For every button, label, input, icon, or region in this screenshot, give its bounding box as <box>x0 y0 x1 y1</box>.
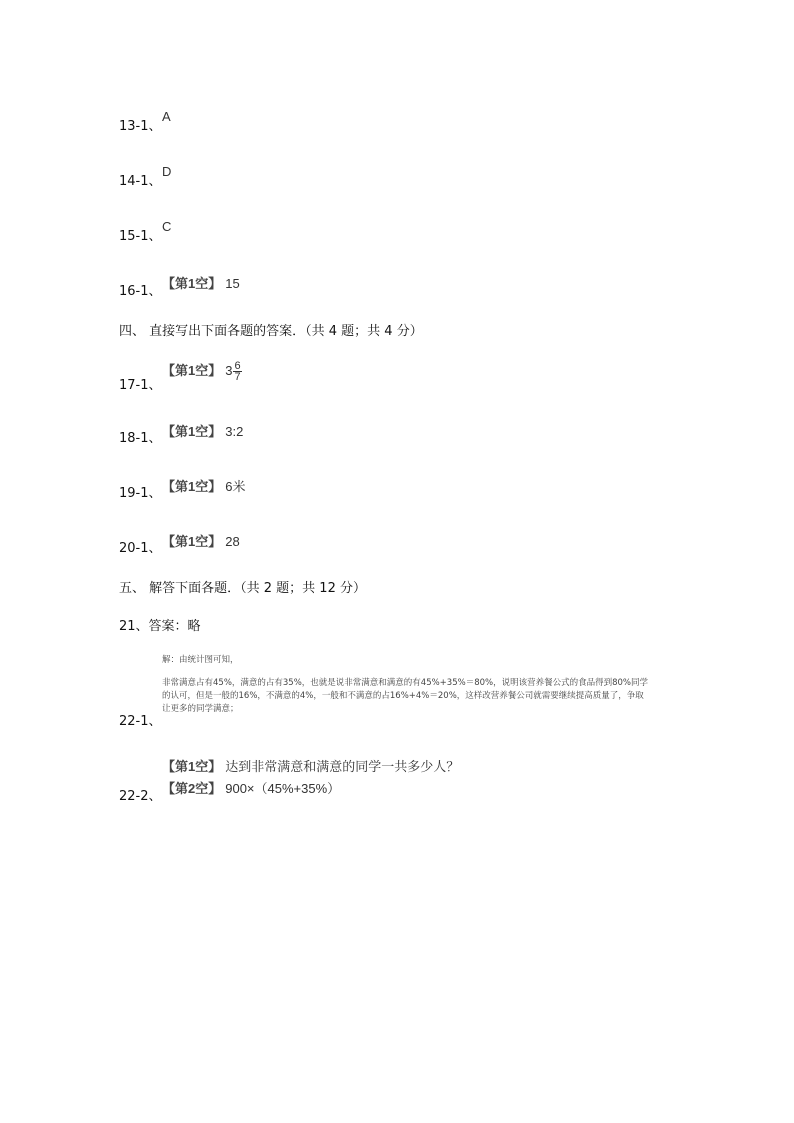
item-18-1-answer <box>162 421 243 440</box>
blank-tag: 【第1空】 <box>162 363 222 378</box>
item-20-1-label: 20-1、 <box>119 541 162 556</box>
mixed-number-whole: 3 <box>225 363 233 378</box>
answer-text: C <box>162 219 172 234</box>
blank-tag: 【第1空】 <box>162 424 222 439</box>
item-19-1-answer <box>162 476 245 495</box>
answer-text: 达到非常满意和满意的同学一共多少人？ <box>225 759 460 774</box>
item-22-2-answer-2 <box>162 778 340 797</box>
answer-text: 3:2 <box>225 424 244 439</box>
item-16-1-label: 16-1、 <box>119 284 162 299</box>
answer-text: D <box>162 164 172 179</box>
blank-tag: 【第1空】 <box>162 759 222 774</box>
answer-text: A <box>162 109 171 124</box>
item-16-1-answer <box>162 273 240 292</box>
item-19-1-label: 19-1、 <box>119 486 162 501</box>
section-4-heading: 四、 直接写出下面各题的答案．（共 4 题；共 4 分） <box>119 324 423 339</box>
explanation-line-2: 非常满意占有45%，满意的占有35%，也就是说非常满意和满意的有45%+35%＝80%，说明该营养餐公式的食品得到80%同学的认可，但是一般的16%，不满意的4%，一般和不满意的占16%+4%＝20%，这样改营养餐公司就需要继续提高质量了，争取让更多的同学满意； <box>162 678 648 714</box>
blank-tag: 【第1空】 <box>162 479 222 494</box>
blank-tag: 【第1空】 <box>162 534 222 549</box>
item-14-1-answer <box>162 164 171 179</box>
item-14-1-label: 14-1、 <box>119 174 162 189</box>
item-17-1-label: 17-1、 <box>119 378 162 393</box>
item-15-1-answer <box>162 219 171 234</box>
explanation-line-1: 解：由统计图可知， <box>162 655 239 665</box>
answer-text: 6米 <box>225 479 246 494</box>
blank-tag: 【第1空】 <box>162 276 222 291</box>
item-21-answer: 21、答案：略 <box>119 619 201 634</box>
fraction <box>233 361 241 382</box>
answer-text: 28 <box>225 534 240 549</box>
section-5-heading: 五、 解答下面各题．（共 2 题；共 12 分） <box>119 581 366 596</box>
item-13-1-label: 13-1、 <box>119 119 162 134</box>
item-20-1-answer <box>162 531 240 550</box>
answer-text: 15 <box>225 276 240 291</box>
answer-text: 900×（45%+35%） <box>225 781 341 796</box>
item-18-1-label: 18-1、 <box>119 431 162 446</box>
item-15-1-label: 15-1、 <box>119 229 162 244</box>
item-13-1-answer <box>162 109 171 124</box>
fraction-denominator: 7 <box>234 371 241 384</box>
blank-tag: 【第2空】 <box>162 781 222 796</box>
fraction-numerator: 6 <box>234 360 241 373</box>
item-22-2-label: 22-2、 <box>119 789 162 804</box>
item-22-1-label: 22-1、 <box>119 714 162 729</box>
item-22-1-explanation <box>162 654 652 716</box>
item-22-2-answer-1 <box>162 756 459 775</box>
item-17-1-answer <box>162 360 242 382</box>
